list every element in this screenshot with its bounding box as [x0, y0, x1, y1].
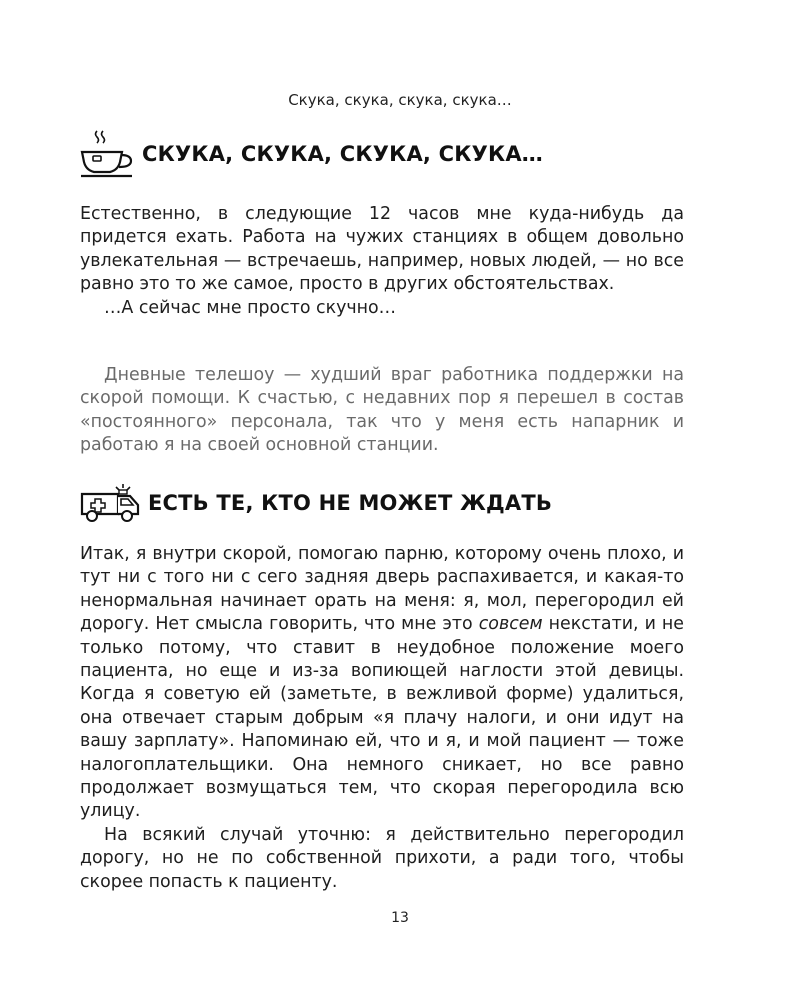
section-body: [80, 203, 684, 320]
running-head: Скука, скука, скука, скука…: [288, 91, 512, 109]
aside-paragraph: Дневные телешоу — худший враг работника поддержки на скорой помощи. К счастью, с недавних пор я перешел в состав «постоянного» персонала, так что у меня есть напарник и работаю я на своей основной станции.: [80, 365, 684, 456]
page-number: 13: [391, 910, 409, 926]
emphasis: совсем: [478, 614, 543, 635]
coffee-cup-icon: [80, 128, 136, 180]
text-run: Итак, я внутри скорой, помогаю парню, которому очень плохо, и тут ни с того ни с сего задняя дверь распахивается, и какая-то ненормальная начинает орать на меня: я, мол, перегородил ей дорогу. Нет смысла говорить, что мне это: [80, 544, 684, 635]
aside-note: [80, 364, 684, 458]
text-run: некстати, и не только потому, что ставит в неудобное положение моего пациента, но еще и из-за вопиющей наглости этой девицы. Когда я советую ей (заметьте, в вежливой форме) удалиться, она отвечает старым добрым «я плачу налоги, и они идут на вашу зарплату». Напоминаю ей, что и я, и мой пациент — тоже налогоплательщики. Она немного сникает, но все равно продолжает возмущаться тем, что скорая перегородила всю улицу.: [80, 614, 684, 822]
section-body: [80, 543, 684, 894]
section-heading-cant-wait: [80, 482, 552, 524]
section-title: СКУКА, СКУКА, СКУКА, СКУКА…: [142, 142, 544, 166]
paragraph: Естественно, в следующие 12 часов мне куда-нибудь да придется ехать. Работа на чужих станциях в общем довольно увлекательная — встречаешь, например, новых людей, — но все равно это то же самое, просто в других обстоятельствах.: [80, 204, 684, 295]
paragraph: …А сейчас мне просто скучно…: [104, 297, 397, 318]
section-title: ЕСТЬ ТЕ, КТО НЕ МОЖЕТ ЖДАТЬ: [148, 491, 553, 515]
paragraph: [80, 543, 684, 824]
ambulance-icon: [80, 482, 142, 524]
section-heading-boredom: [80, 128, 543, 180]
paragraph: На всякий случай уточню: я действительно перегородил дорогу, но не по собственной прихоти, а ради того, чтобы скорее попасть к пациенту.: [80, 824, 684, 892]
